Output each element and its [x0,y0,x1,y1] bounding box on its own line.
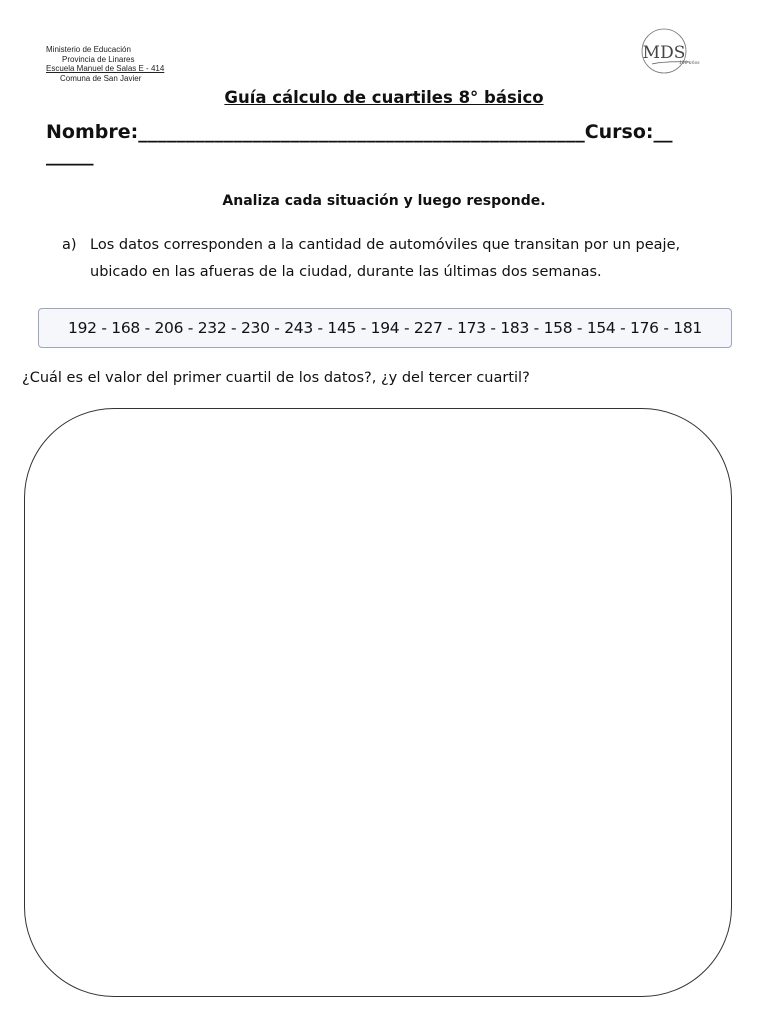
mds-logo-icon [634,28,704,76]
commune-text: Comuna de San Javier [60,73,142,83]
name-course-line[interactable]: Nombre:_______________________________________________Curso:__ [46,121,673,143]
province-text: Provincia de Linares [62,54,135,64]
question-text: ¿Cuál es el valor del primer cuartil de los datos?, ¿y del tercer cuartil? [22,370,530,386]
school-logo [634,28,704,76]
ministry-text: Ministerio de Educación [46,45,131,54]
page-title [0,88,768,107]
page-title-text: Guía cálculo de cuartiles 8° básico [224,88,544,107]
logo-subtext: 150 años [679,61,700,66]
logo-text: MDS [642,43,686,63]
name-course-line-continued[interactable]: _____ [46,144,94,166]
item-text: Los datos corresponden a la cantidad de automóviles que transitan por un peaje, ubicado en las afueras de la ciudad, durante las últimas dos semanas. [90,237,681,280]
school-text: Escuela Manuel de Salas E - 414 [46,64,165,73]
data-values-box: 192 - 168 - 206 - 232 - 230 - 243 - 145 - 194 - 227 - 173 - 183 - 158 - 154 - 176 - 181 [38,308,732,348]
instruction-text: Analiza cada situación y luego responde. [222,193,546,209]
item-marker: a) [62,237,77,253]
answer-box[interactable] [24,408,732,997]
item-a [62,232,742,286]
school-info [46,45,164,83]
